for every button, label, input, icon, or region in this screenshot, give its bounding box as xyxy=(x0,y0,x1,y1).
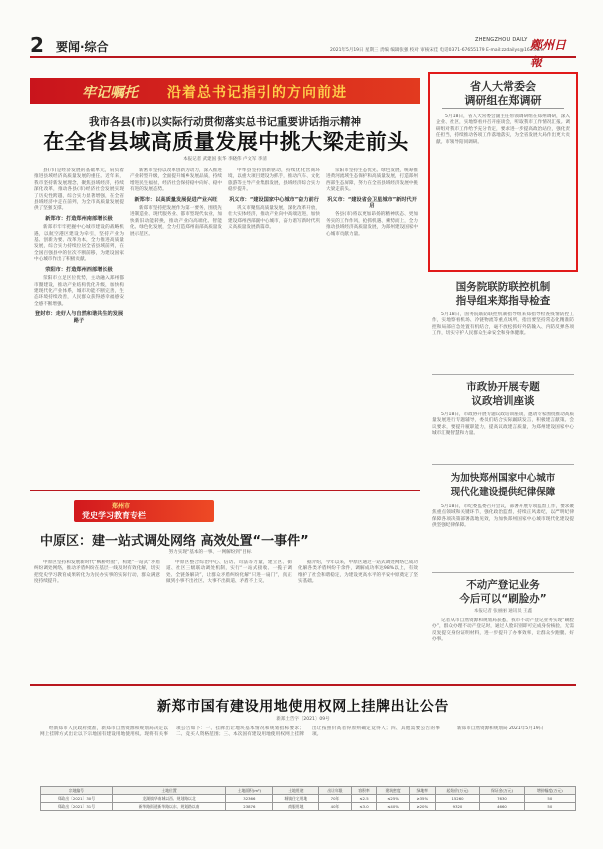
highlighted-story-box xyxy=(428,72,578,272)
story-paragraph: 记者从市自然资源和规划局获悉，我市不动产登记业务实现“刷脸办”，群众办理不动产登记时，通过人脸识别即可完成身份核验，无需反复提交身份证明材料，进一步提升了办事效率，让群众少跑腿、好办事。 xyxy=(432,618,574,643)
table-cell: 新华路街道新华路以东、规划路以南 xyxy=(112,803,226,811)
table-row xyxy=(41,795,576,803)
lead-subhead: 巩义市：“建设省会卫星城市”新时代开启 xyxy=(327,196,417,210)
story4-title-line1: 为加快郑州国家中心城市 xyxy=(450,473,556,484)
middle-column-1 xyxy=(34,560,160,678)
story4-body xyxy=(432,504,574,568)
lead-byline: 本报记者 武建国 张华 李晓伟 卢文军 李清 xyxy=(183,157,267,162)
notice-paragraph: 经新郑市人民政府批准，新郑市自然资源和规划局决定以网上挂牌方式出让以下宗地国有建设用地使用权。现将有关事项公告如下：一、挂牌出让地块基本情况和规划指标要求；二、竞买人资格范围；三、本次国有建设用地使用权网上挂牌出让按照价高者得原则确定竞得人；四、其他需要公告的事项。 xyxy=(40,726,440,738)
notice-table xyxy=(40,786,576,811)
table-cell: ≤3.0 xyxy=(351,803,377,811)
lead-column-4 xyxy=(326,168,418,484)
table-cell: ≤2.5 xyxy=(351,795,377,803)
middle-column-2 xyxy=(166,560,292,678)
table-cell: ≤25% xyxy=(377,795,409,803)
divider xyxy=(432,572,574,573)
table-header-cell: 建筑密度 xyxy=(377,787,409,795)
table-cell: 7630 xyxy=(480,795,524,803)
table-cell: 32366 xyxy=(226,795,273,803)
lead-paragraph: 巩义市聚焦高质量发展，深化改革开放，壮大实体经济，推动产业向中高端迈进，加快建设郑州西部副中心城市，奋力谱写新时代巩义高质量发展新篇章。 xyxy=(228,206,320,231)
table-header-cell: 出让年限 xyxy=(319,787,351,795)
section-name: 要闻·综合 xyxy=(56,40,109,54)
newspaper-logo: 鄭州日報 xyxy=(530,38,567,69)
story2-title-line2: 指导组来郑指导检查 xyxy=(455,295,551,307)
notice-title: 新郑市国有建设用地使用权网上挂牌出让公告 xyxy=(157,699,449,715)
table-header-cell: 增价幅度(万元) xyxy=(524,787,575,795)
story-paragraph: 中原区整合综治中心、信访、司法等力量，建立区、街道、社区三级联动调处机制，实行“一站式接收、一揽子调处、全链条解决”，让群众矛盾纠纷化解“只进一扇门”，真正做到小事不出社区、大事不出街道、矛盾不上交。 xyxy=(166,560,292,585)
story2-body xyxy=(432,312,574,370)
column-banner xyxy=(30,78,420,104)
lead-paragraph: 新密市坚持以改革创新为动力，深入推进产业转型升级，全面提升城乡发展品质，持续增进民生福祉，经济社会保持稳中向好、稳中有进的发展态势。 xyxy=(130,168,222,193)
lead-subhead: 巩义市：“建设国家中心城市”奋力前行 xyxy=(229,196,319,203)
divider xyxy=(432,464,574,465)
highlighted-story-body xyxy=(436,114,570,266)
story5-body xyxy=(432,618,574,680)
story5-title-line2: 今后可以“刷脸办” xyxy=(459,593,547,605)
story-paragraph: 中原区坚持和发展新时代“枫桥经验”，构建“一站式”矛盾纠纷调处网络，推动矛盾纠纷在基层一线及时有效化解，切实把党史学习教育成果转化为为民办实事的实际行动，群众满意度持续提升。 xyxy=(34,560,160,585)
middle-subline: 努力实现“基本的一事、一网解纷到”目标 xyxy=(168,550,252,555)
lead-paragraph: 荥阳市立足区位优势，主动融入郑州都市圈建设，推动产业结构优化升级，加快构建现代化产业体系，城市功能不断完善，生态环境持续改善，人民群众获得感幸福感安全感不断增强。 xyxy=(34,276,124,307)
table-cell: 龙湖镇华南城以西、规划路以北 xyxy=(112,795,226,803)
table-cell: 郑政出〔2021〕31号 xyxy=(41,803,113,811)
lead-paragraph: 中牟县坚持创新驱动，持续优化营商环境，以重大项目建设为抓手，推动汽车、文化旅游等主导产业集群发展，县域经济综合实力稳步提升。 xyxy=(228,168,320,193)
lead-subhead: 新郑市：打造郑州南部增长极 xyxy=(45,215,113,222)
lead-paragraph: 新郑市坚持把发展作为第一要务，围绕先进制造业、现代服务业、都市型现代农业，加快新旧动能转换，推动产业向高端化、智能化、绿色化发展，全力打造郑州南部高质量发展示范区。 xyxy=(130,206,222,237)
lead-subhead: 荥阳市：打造郑州西部增长极 xyxy=(45,266,113,273)
story3-title-line2: 议政培训座谈 xyxy=(471,395,535,407)
story3-body xyxy=(432,412,574,460)
lead-headline: 在全省县域高质量发展中挑大梁走前头 xyxy=(43,129,409,154)
table-cell: 50 xyxy=(524,795,575,803)
table-header-cell: 土地用途 xyxy=(273,787,319,795)
table-cell: 40年 xyxy=(319,803,351,811)
table-cell: ≥20% xyxy=(409,803,435,811)
table-header-cell: 保证金(万元) xyxy=(480,787,524,795)
lead-paragraph: 荥阳市坚持生态优先、绿色发展，统筹推进黄河流域生态保护和高质量发展，打造郑州西部生态屏障，努力在全省县域经济发展中挑大梁走前头。 xyxy=(326,168,418,193)
masthead-meta: 2021年5月19日 星期三 责编 编辑张强 校对 审核宋佳 电话0371-67655179 E-mail:zzdailys@163.com xyxy=(330,48,544,53)
lead-kicker: 我市各县(市)以实际行动贯彻落实总书记重要讲话指示精神 xyxy=(88,116,362,128)
column-badge xyxy=(74,500,214,522)
lead-paragraph: 各县(市)将以更加昂扬的精神状态、更加务实的工作作风，抢抓机遇、乘势而上，全力推动县域经济高质量发展，为郑州建设国家中心城市贡献力量。 xyxy=(326,212,418,237)
story2-title-line1: 国务院联防联控机制 xyxy=(455,281,551,293)
lead-paragraph: 县(市)是经济发展的基础单元，肩负着推进县域经济高质量发展的重任。近年来，我市坚持新发展理念，聚焦县域经济，持续深化改革，推动各县(市)经济社会发展实现了历史性跨越，综合实力显著增强，在全省县域经济中走在前列，为全市高质量发展提供了坚强支撑。 xyxy=(34,168,124,212)
banner-part1: 牢记嘱托 xyxy=(82,85,138,101)
middle-column-3 xyxy=(298,560,418,678)
table-header-cell: 土地位置 xyxy=(112,787,226,795)
badge-top-text: 郑州市 xyxy=(112,503,131,510)
table-cell: 23876 xyxy=(226,803,273,811)
story4-title-line2: 现代化建设提供纪律保障 xyxy=(450,487,556,498)
table-header-cell: 土地面积(m²) xyxy=(226,787,273,795)
badge-main-text: 党史学习教育专栏 xyxy=(82,511,146,520)
section-divider xyxy=(30,490,420,491)
lead-paragraph: 新郑市牢牢把握中心城市建设的战略机遇，以航空港区建设为牵引，坚持产业为基、创新为要、改革为本，全力推进高质量发展，综合实力持续位居全省县域前列，在全国百强县中的位次不断前移，为建设国家中心城市作出了积极贡献。 xyxy=(34,225,124,263)
table-cell: 4660 xyxy=(480,803,524,811)
story5-title-line1: 不动产登记业务 xyxy=(466,579,540,591)
divider xyxy=(432,374,574,375)
masthead-english-name: ZHENGZHOU DAILY xyxy=(475,37,528,43)
page-number: 2 xyxy=(30,33,44,57)
table-header-cell: 容积率 xyxy=(351,787,377,795)
lead-column-1 xyxy=(34,168,124,484)
table-cell: 70年 xyxy=(319,795,351,803)
story3-title-line1: 市政协开展专题 xyxy=(466,381,540,393)
table-cell: 50 xyxy=(524,803,575,811)
table-row xyxy=(41,803,576,811)
lead-subhead: 登封市：走好人与自然和谐共生的发展路子 xyxy=(34,311,124,324)
lead-column-2 xyxy=(130,168,222,484)
story5-byline: 本报记者 张丽丽 通讯员 王鑫 xyxy=(473,609,533,614)
divider xyxy=(442,108,564,109)
story-paragraph: 5月18日，省人大常委会副主任带领调研组在郑州调研，深入企业、社区，实地察看并召开座谈会，听取我市工作情况汇报。调研组对我市工作给予充分肯定，要求进一步提高政治站位，强化责任担当，持续推动各项工作落地落实，为全省发展大局作出更大贡献。市领导陪同调研。 xyxy=(436,114,570,145)
table-cell: 9320 xyxy=(435,803,479,811)
table-header-cell: 绿地率 xyxy=(409,787,435,795)
story-paragraph: 5月18日，国务院联防联控机制指导组来郑指导检查疫情防控工作，实地察看机场、冷链物流等重点场所，指出要坚持常态化精准防控和局部应急处置有机结合，毫不放松抓好外防输入、内防反弹各项工作，切实守护人民群众生命安全和身体健康。 xyxy=(432,312,574,337)
table-cell: ≤40% xyxy=(377,803,409,811)
highlighted-story-title-line2: 调研组在郑调研 xyxy=(464,94,542,107)
table-header-cell: 宗地编号 xyxy=(41,787,113,795)
table-cell: 商服用地 xyxy=(273,803,319,811)
banner-part2: 沿着总书记指引的方向前进 xyxy=(167,85,347,101)
table-header-row xyxy=(41,787,576,795)
story-paragraph: 据介绍，今年以来，中原区通过一站式调处网络已成功化解各类矛盾纠纷千余件，调解成功率达98%以上，有效维护了社会和谐稳定，为建设更高水平的平安中原奠定了坚实基础。 xyxy=(298,560,418,585)
table-cell: ≥35% xyxy=(409,795,435,803)
story-paragraph: 5月18日，市纪委监委召开会议，部署开展专项监督工作，要求聚焦重点领域和关键环节，强化政治监督，持续正风肃纪，以严明纪律保障各项决策部署落地见效，为加快郑州国家中心城市现代化建设提供坚强纪律保障。 xyxy=(432,504,574,529)
notice-body xyxy=(40,726,576,782)
section-divider xyxy=(30,684,576,686)
lead-column-3 xyxy=(228,168,320,484)
highlighted-story-title-line1: 省人大常委会 xyxy=(470,80,536,93)
table-header-cell: 起始价(万元) xyxy=(435,787,479,795)
table-cell: 15260 xyxy=(435,795,479,803)
table-cell: 城镇住宅用地 xyxy=(273,795,319,803)
masthead xyxy=(30,33,576,69)
story-paragraph: 5月18日，市政协开展专题议政培训座谈，邀请专家围绕推动高质量发展进行专题辅导，委员们结合实际踊跃发言，积极建言献策。会议要求，要提升履职能力，提高议政建言质量，为郑州建设国家中心城市汇聚智慧和力量。 xyxy=(432,412,574,437)
middle-headline: 中原区：建一站式调处网络 高效处置“一事件” xyxy=(40,534,309,549)
lead-subhead: 新郑市：以高质量发展促进产业兴旺 xyxy=(134,196,218,203)
table-cell: 郑政出〔2021〕30号 xyxy=(41,795,113,803)
notice-subtitle: 新郑土告字〔2021〕09号 xyxy=(276,717,330,722)
notice-footer: 新郑市自然资源和规划局 2021年5月19日 xyxy=(457,726,544,731)
